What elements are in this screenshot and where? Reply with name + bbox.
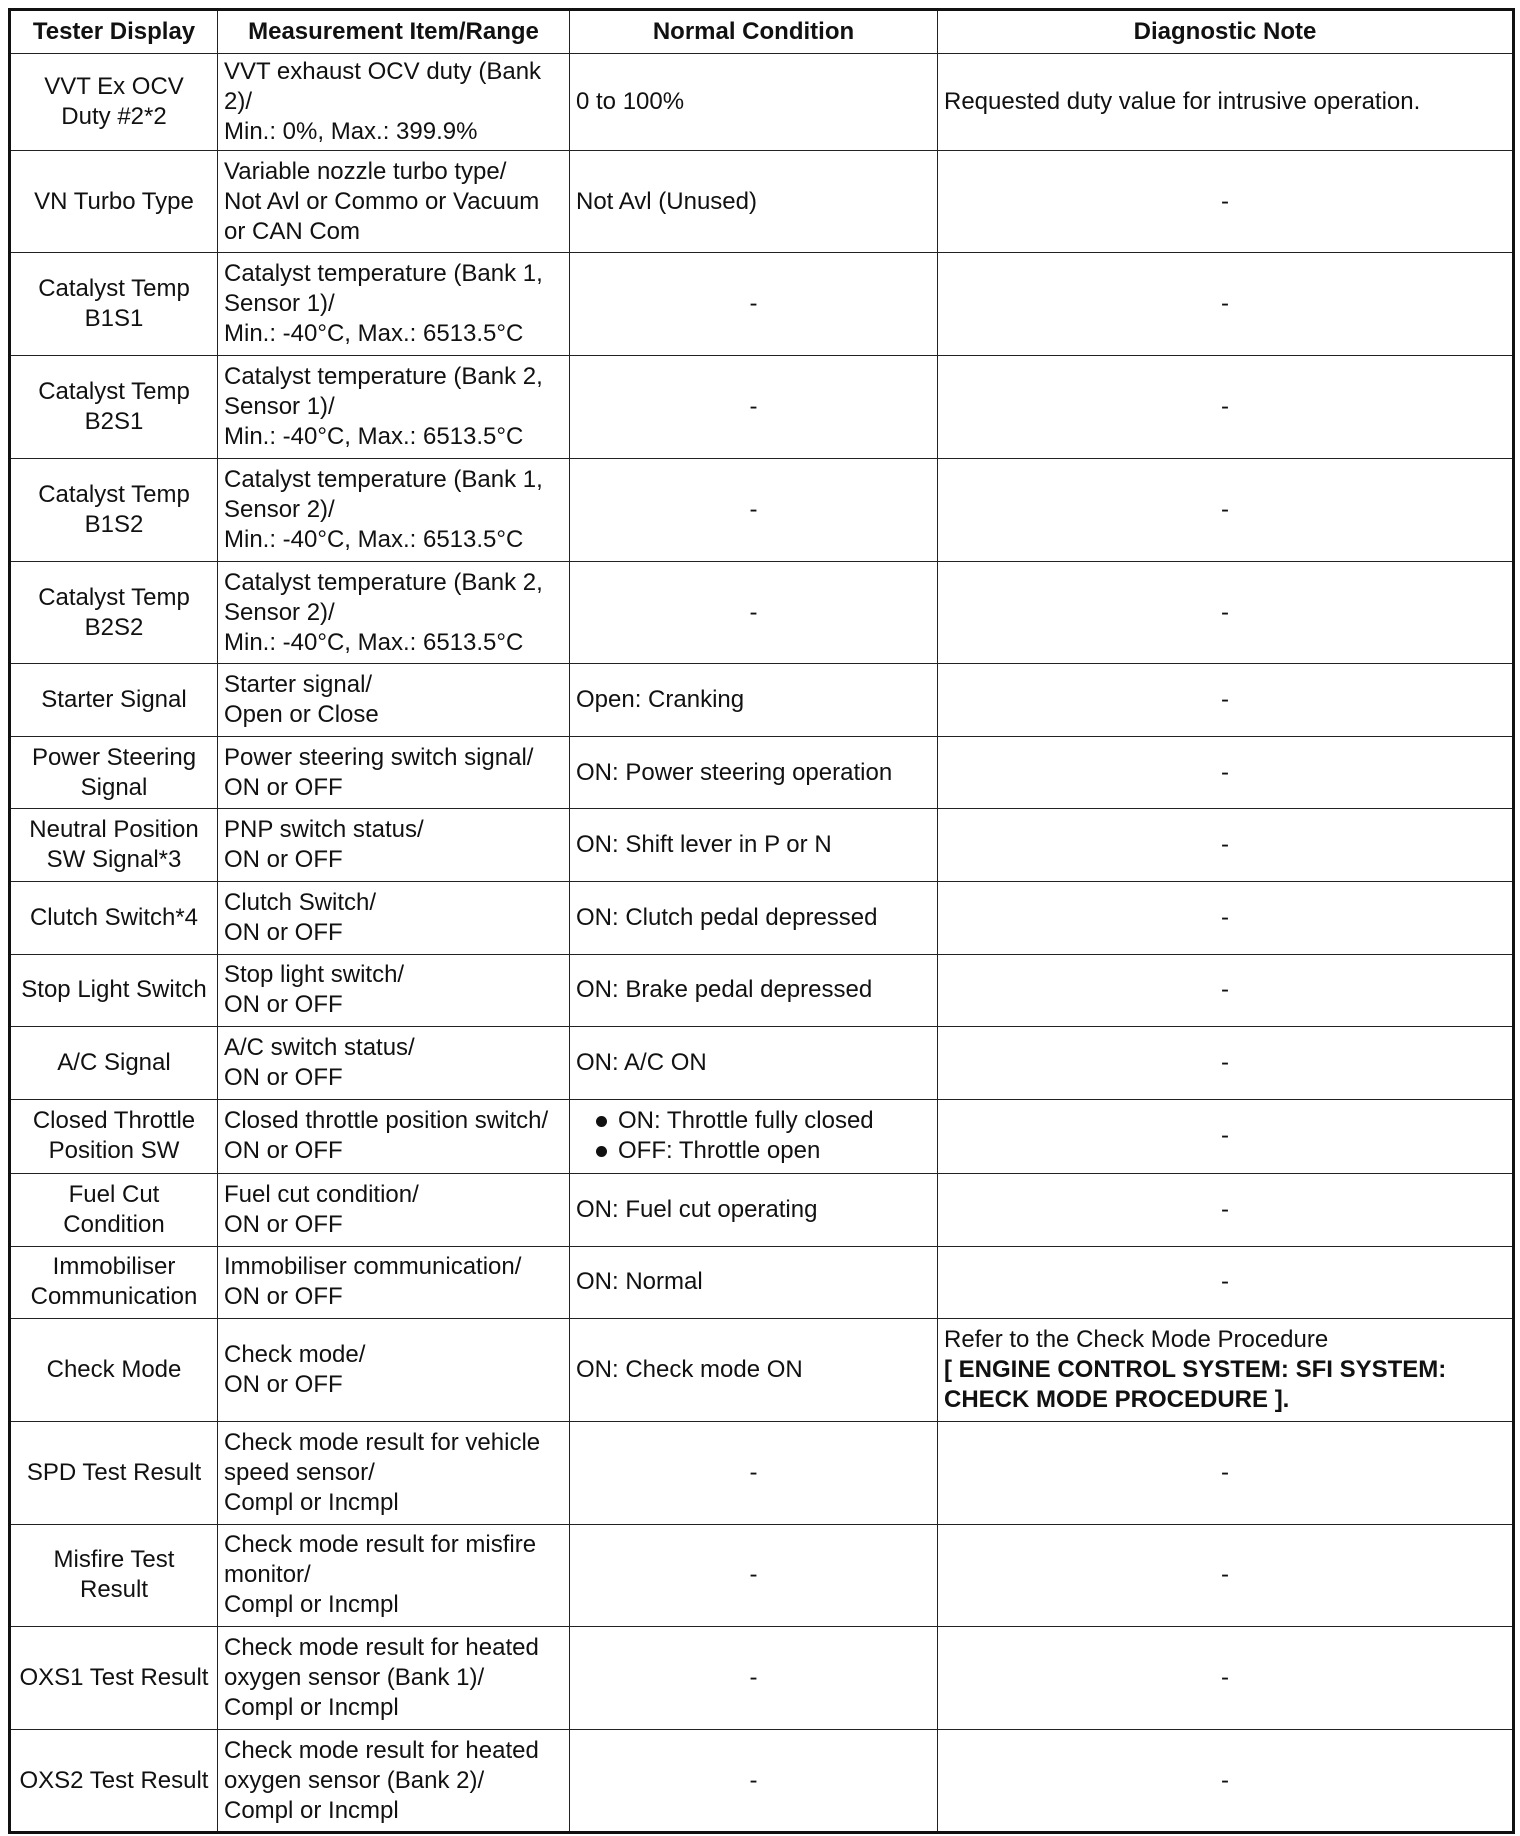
normal-condition-text: - (749, 598, 758, 626)
tester-display-text: Duty #2*2 (61, 102, 167, 130)
cell-measurement-item (218, 356, 570, 459)
table-row (10, 1524, 1514, 1627)
cell-normal-condition (570, 882, 938, 955)
diagnostic-note-text: - (1221, 1268, 1229, 1296)
measurement-text: A/C switch status/ (224, 1033, 415, 1061)
cell-measurement-item (218, 150, 570, 253)
diagnostic-note-text: - (1221, 1122, 1229, 1150)
normal-condition-text: ON: Brake pedal depressed (576, 976, 873, 1004)
data-list-sheet (8, 8, 1512, 1834)
tester-display-text: Catalyst Temp (38, 378, 190, 406)
diagnostic-note-text: - (1221, 1458, 1229, 1486)
normal-condition-text: - (749, 290, 758, 318)
tester-display-text: Catalyst Temp (38, 583, 190, 611)
normal-condition-text: ON: A/C ON (576, 1048, 707, 1076)
cell-normal-condition (570, 54, 938, 151)
normal-condition-text: - (749, 1766, 758, 1794)
table-body (10, 54, 1514, 1833)
tester-display-text: Position SW (48, 1137, 180, 1165)
cell-normal-condition (570, 1627, 938, 1730)
cell-tester-display (10, 1730, 218, 1833)
measurement-text: Compl or Incmpl (224, 1488, 399, 1516)
measurement-text: ON or OFF (224, 991, 343, 1019)
tester-display-text: SW Signal*3 (46, 846, 182, 874)
normal-condition-text: Open: Cranking (576, 686, 745, 714)
cell-normal-condition (570, 1524, 938, 1627)
cell-measurement-item (218, 1421, 570, 1524)
cell-measurement-item (218, 1099, 570, 1174)
tester-display-text: Signal (80, 773, 148, 801)
measurement-text: Variable nozzle turbo type/ (224, 157, 507, 185)
normal-condition-text: - (749, 393, 758, 421)
header-tester-display: Tester Display (10, 10, 218, 54)
cell-measurement-item (218, 736, 570, 809)
bullet-list (576, 1106, 931, 1166)
measurement-text: or CAN Com (224, 217, 361, 245)
tester-display-text: Neutral Position (29, 816, 199, 844)
cell-normal-condition (570, 1421, 938, 1524)
measurement-text: ON or OFF (224, 846, 343, 874)
header-diagnostic-note: Diagnostic Note (938, 10, 1514, 54)
normal-condition-text: ON: Fuel cut operating (576, 1195, 818, 1223)
tester-display-text: VVT Ex OCV (44, 72, 184, 100)
measurement-text: 2)/ (224, 87, 253, 115)
cell-diagnostic-note (938, 1027, 1514, 1100)
cell-measurement-item (218, 253, 570, 356)
cell-tester-display (10, 561, 218, 664)
table-row (10, 1027, 1514, 1100)
measurement-text: Check mode result for heated (224, 1634, 539, 1662)
diagnostic-note-text: - (1221, 495, 1229, 523)
measurement-text: Sensor 1)/ (224, 393, 335, 421)
cell-diagnostic-note (938, 882, 1514, 955)
table-row (10, 1099, 1514, 1174)
measurement-text: Catalyst temperature (Bank 2, (224, 568, 543, 596)
measurement-text: ON or OFF (224, 1370, 343, 1398)
measurement-text: Clutch Switch/ (224, 888, 377, 916)
diagnostic-note-text: - (1221, 976, 1229, 1004)
measurement-text: Sensor 2)/ (224, 495, 335, 523)
tester-display-text: Communication (30, 1283, 198, 1311)
cell-diagnostic-note (938, 1421, 1514, 1524)
cell-normal-condition (570, 1319, 938, 1422)
tester-display-text: Check Mode (46, 1355, 182, 1383)
cell-normal-condition (570, 458, 938, 561)
tester-display-text: Catalyst Temp (38, 480, 190, 508)
cell-tester-display (10, 954, 218, 1027)
table-row (10, 809, 1514, 882)
measurement-text: Fuel cut condition/ (224, 1180, 419, 1208)
table-row (10, 150, 1514, 253)
measurement-text: Stop light switch/ (224, 961, 405, 989)
measurement-text: ON or OFF (224, 1063, 343, 1091)
measurement-text: Sensor 1)/ (224, 290, 335, 318)
measurement-text: Min.: -40°C, Max.: 6513.5°C (224, 525, 524, 553)
cell-diagnostic-note (938, 664, 1514, 737)
cell-normal-condition (570, 664, 938, 737)
table-row (10, 1246, 1514, 1319)
measurement-text: oxygen sensor (Bank 2)/ (224, 1766, 485, 1794)
table-row (10, 1421, 1514, 1524)
cell-tester-display (10, 356, 218, 459)
tester-display-text: A/C Signal (57, 1048, 171, 1076)
normal-condition-text: ON: Check mode ON (576, 1355, 803, 1383)
cell-measurement-item (218, 1027, 570, 1100)
cell-measurement-item (218, 664, 570, 737)
cell-diagnostic-note (938, 561, 1514, 664)
cell-diagnostic-note (938, 54, 1514, 151)
cell-diagnostic-note (938, 1174, 1514, 1247)
cell-normal-condition (570, 954, 938, 1027)
measurement-text: Check mode/ (224, 1340, 366, 1368)
table-row (10, 356, 1514, 459)
cell-diagnostic-note (938, 150, 1514, 253)
cell-diagnostic-note (938, 1099, 1514, 1174)
measurement-text: Min.: 0%, Max.: 399.9% (224, 117, 478, 145)
cell-measurement-item (218, 1627, 570, 1730)
tester-display-text: OXS2 Test Result (19, 1766, 209, 1794)
cell-measurement-item (218, 1730, 570, 1833)
measurement-text: oxygen sensor (Bank 1)/ (224, 1664, 485, 1692)
cell-measurement-item (218, 1319, 570, 1422)
measurement-text: Closed throttle position switch/ (224, 1107, 549, 1135)
tester-display-text: Clutch Switch*4 (29, 903, 199, 931)
cell-tester-display (10, 1524, 218, 1627)
cell-measurement-item (218, 1174, 570, 1247)
cell-measurement-item (218, 1246, 570, 1319)
cell-diagnostic-note (938, 1730, 1514, 1833)
normal-condition-text: - (749, 1561, 758, 1589)
cell-tester-display (10, 882, 218, 955)
cell-tester-display (10, 664, 218, 737)
cell-normal-condition (570, 561, 938, 664)
cell-diagnostic-note (938, 356, 1514, 459)
cell-tester-display (10, 736, 218, 809)
tester-display-text: B2S2 (84, 613, 144, 641)
measurement-text: Open or Close (224, 701, 379, 729)
tester-display-text: OXS1 Test Result (19, 1664, 209, 1692)
cell-diagnostic-note (938, 458, 1514, 561)
cell-tester-display (10, 1627, 218, 1730)
tester-display-text: Misfire Test (53, 1546, 175, 1574)
normal-condition-text: 0 to 100% (576, 87, 685, 115)
header-measurement-item: Measurement Item/Range (218, 10, 570, 54)
cell-measurement-item (218, 561, 570, 664)
table-row (10, 1627, 1514, 1730)
cell-normal-condition (570, 736, 938, 809)
tester-display-text: Condition (63, 1210, 165, 1238)
measurement-text: ON or OFF (224, 773, 343, 801)
diagnostic-note-text: Refer to the Check Mode Procedure (944, 1325, 1329, 1353)
cell-tester-display (10, 1174, 218, 1247)
cell-diagnostic-note (938, 1524, 1514, 1627)
table-row (10, 664, 1514, 737)
measurement-text: VVT exhaust OCV duty (Bank (224, 57, 542, 85)
diagnostic-note-text: - (1221, 758, 1229, 786)
measurement-text: Sensor 2)/ (224, 598, 335, 626)
cell-normal-condition (570, 150, 938, 253)
cell-measurement-item (218, 882, 570, 955)
diagnostic-note-text: - (1221, 686, 1229, 714)
cell-normal-condition (570, 1246, 938, 1319)
diagnostic-note-text: - (1221, 1195, 1229, 1223)
cell-tester-display (10, 1246, 218, 1319)
normal-condition-text: Not Avl (Unused) (576, 187, 757, 215)
measurement-text: Check mode result for misfire (224, 1531, 537, 1559)
cell-measurement-item (218, 54, 570, 151)
cell-diagnostic-note (938, 954, 1514, 1027)
table-row (10, 1319, 1514, 1422)
diagnostic-note-text: Requested duty value for intrusive operation. (944, 87, 1421, 115)
cell-tester-display (10, 54, 218, 151)
measurement-text: ON or OFF (224, 918, 343, 946)
measurement-text: Min.: -40°C, Max.: 6513.5°C (224, 423, 524, 451)
tester-display-text: Fuel Cut (68, 1180, 160, 1208)
tester-display-text: Closed Throttle (32, 1107, 196, 1135)
table-row (10, 1174, 1514, 1247)
measurement-text: Compl or Incmpl (224, 1694, 399, 1722)
cell-tester-display (10, 1027, 218, 1100)
cell-measurement-item (218, 1524, 570, 1627)
cell-normal-condition (570, 1730, 938, 1833)
measurement-text: PNP switch status/ (224, 816, 424, 844)
table-row (10, 458, 1514, 561)
cell-diagnostic-note (938, 1319, 1514, 1422)
tester-display-text: Starter Signal (41, 686, 187, 714)
measurement-text: Catalyst temperature (Bank 1, (224, 465, 543, 493)
normal-condition-text: - (749, 495, 758, 523)
measurement-text: ON or OFF (224, 1283, 343, 1311)
cell-tester-display (10, 150, 218, 253)
cell-normal-condition (570, 1099, 938, 1174)
cell-normal-condition (570, 356, 938, 459)
cell-tester-display (10, 253, 218, 356)
diagnostic-note-text: - (1221, 1561, 1229, 1589)
measurement-text: Min.: -40°C, Max.: 6513.5°C (224, 628, 524, 656)
cell-tester-display (10, 458, 218, 561)
cell-diagnostic-note (938, 1627, 1514, 1730)
diagnostic-note-text: - (1221, 1048, 1229, 1076)
diagnostic-note-text: - (1221, 831, 1229, 859)
header-normal-condition: Normal Condition (570, 10, 938, 54)
cell-normal-condition (570, 1174, 938, 1247)
cell-measurement-item (218, 458, 570, 561)
table-header-row (10, 10, 1514, 54)
data-list-table (8, 8, 1515, 1834)
diagnostic-note-text: - (1221, 393, 1229, 421)
cell-measurement-item (218, 809, 570, 882)
measurement-text: Not Avl or Commo or Vacuum (224, 187, 540, 215)
diagnostic-note-text: - (1221, 290, 1229, 318)
procedure-reference-link[interactable]: [ ENGINE CONTROL SYSTEM: SFI SYSTEM: (944, 1355, 1447, 1383)
measurement-text: Check mode result for vehicle (224, 1428, 541, 1456)
cell-diagnostic-note (938, 809, 1514, 882)
measurement-text: Power steering switch signal/ (224, 743, 534, 771)
measurement-text: Check mode result for heated (224, 1736, 539, 1764)
table-row (10, 561, 1514, 664)
table-row (10, 1730, 1514, 1833)
bullet-item: OFF: Throttle open (590, 1136, 931, 1166)
procedure-reference-link[interactable]: CHECK MODE PROCEDURE ]. (944, 1385, 1290, 1413)
measurement-text: Immobiliser communication/ (224, 1253, 522, 1281)
measurement-text: monitor/ (224, 1561, 311, 1589)
diagnostic-note-text: - (1221, 1766, 1229, 1794)
measurement-text: Catalyst temperature (Bank 2, (224, 363, 543, 391)
measurement-text: Catalyst temperature (Bank 1, (224, 260, 543, 288)
tester-display-text: B1S2 (84, 510, 144, 538)
table-row (10, 954, 1514, 1027)
table-row (10, 54, 1514, 151)
cell-diagnostic-note (938, 736, 1514, 809)
diagnostic-note-text: - (1221, 598, 1229, 626)
diagnostic-note-text: - (1221, 903, 1229, 931)
cell-normal-condition (570, 253, 938, 356)
tester-display-text: VN Turbo Type (34, 187, 194, 215)
bullet-item: ON: Throttle fully closed (590, 1106, 931, 1136)
cell-tester-display (10, 1421, 218, 1524)
tester-display-text: Power Steering (31, 743, 197, 771)
table-row (10, 882, 1514, 955)
measurement-text: ON or OFF (224, 1210, 343, 1238)
cell-tester-display (10, 1099, 218, 1174)
tester-display-text: Immobiliser (52, 1253, 176, 1281)
normal-condition-text: ON: Power steering operation (576, 758, 893, 786)
tester-display-text: Result (79, 1576, 149, 1604)
normal-condition-text: - (749, 1664, 758, 1692)
measurement-text: speed sensor/ (224, 1458, 375, 1486)
tester-display-text: B1S1 (84, 305, 144, 333)
cell-normal-condition (570, 809, 938, 882)
diagnostic-note-text: - (1221, 1664, 1229, 1692)
table-row (10, 736, 1514, 809)
normal-condition-text: ON: Normal (576, 1268, 703, 1296)
measurement-text: Min.: -40°C, Max.: 6513.5°C (224, 320, 524, 348)
tester-display-text: B2S1 (84, 408, 144, 436)
measurement-text: Compl or Incmpl (224, 1796, 399, 1824)
cell-normal-condition (570, 1027, 938, 1100)
tester-display-text: SPD Test Result (26, 1458, 202, 1486)
measurement-text: ON or OFF (224, 1137, 343, 1165)
cell-diagnostic-note (938, 253, 1514, 356)
diagnostic-note-text: - (1221, 187, 1229, 215)
normal-condition-text: - (749, 1458, 758, 1486)
normal-condition-text: ON: Shift lever in P or N (576, 831, 832, 859)
tester-display-text: Stop Light Switch (21, 976, 207, 1004)
measurement-text: Starter signal/ (224, 671, 373, 699)
measurement-text: Compl or Incmpl (224, 1591, 399, 1619)
normal-condition-text: ON: Clutch pedal depressed (576, 903, 878, 931)
cell-measurement-item (218, 954, 570, 1027)
cell-tester-display (10, 1319, 218, 1422)
table-row (10, 253, 1514, 356)
cell-diagnostic-note (938, 1246, 1514, 1319)
cell-tester-display (10, 809, 218, 882)
tester-display-text: Catalyst Temp (38, 275, 190, 303)
